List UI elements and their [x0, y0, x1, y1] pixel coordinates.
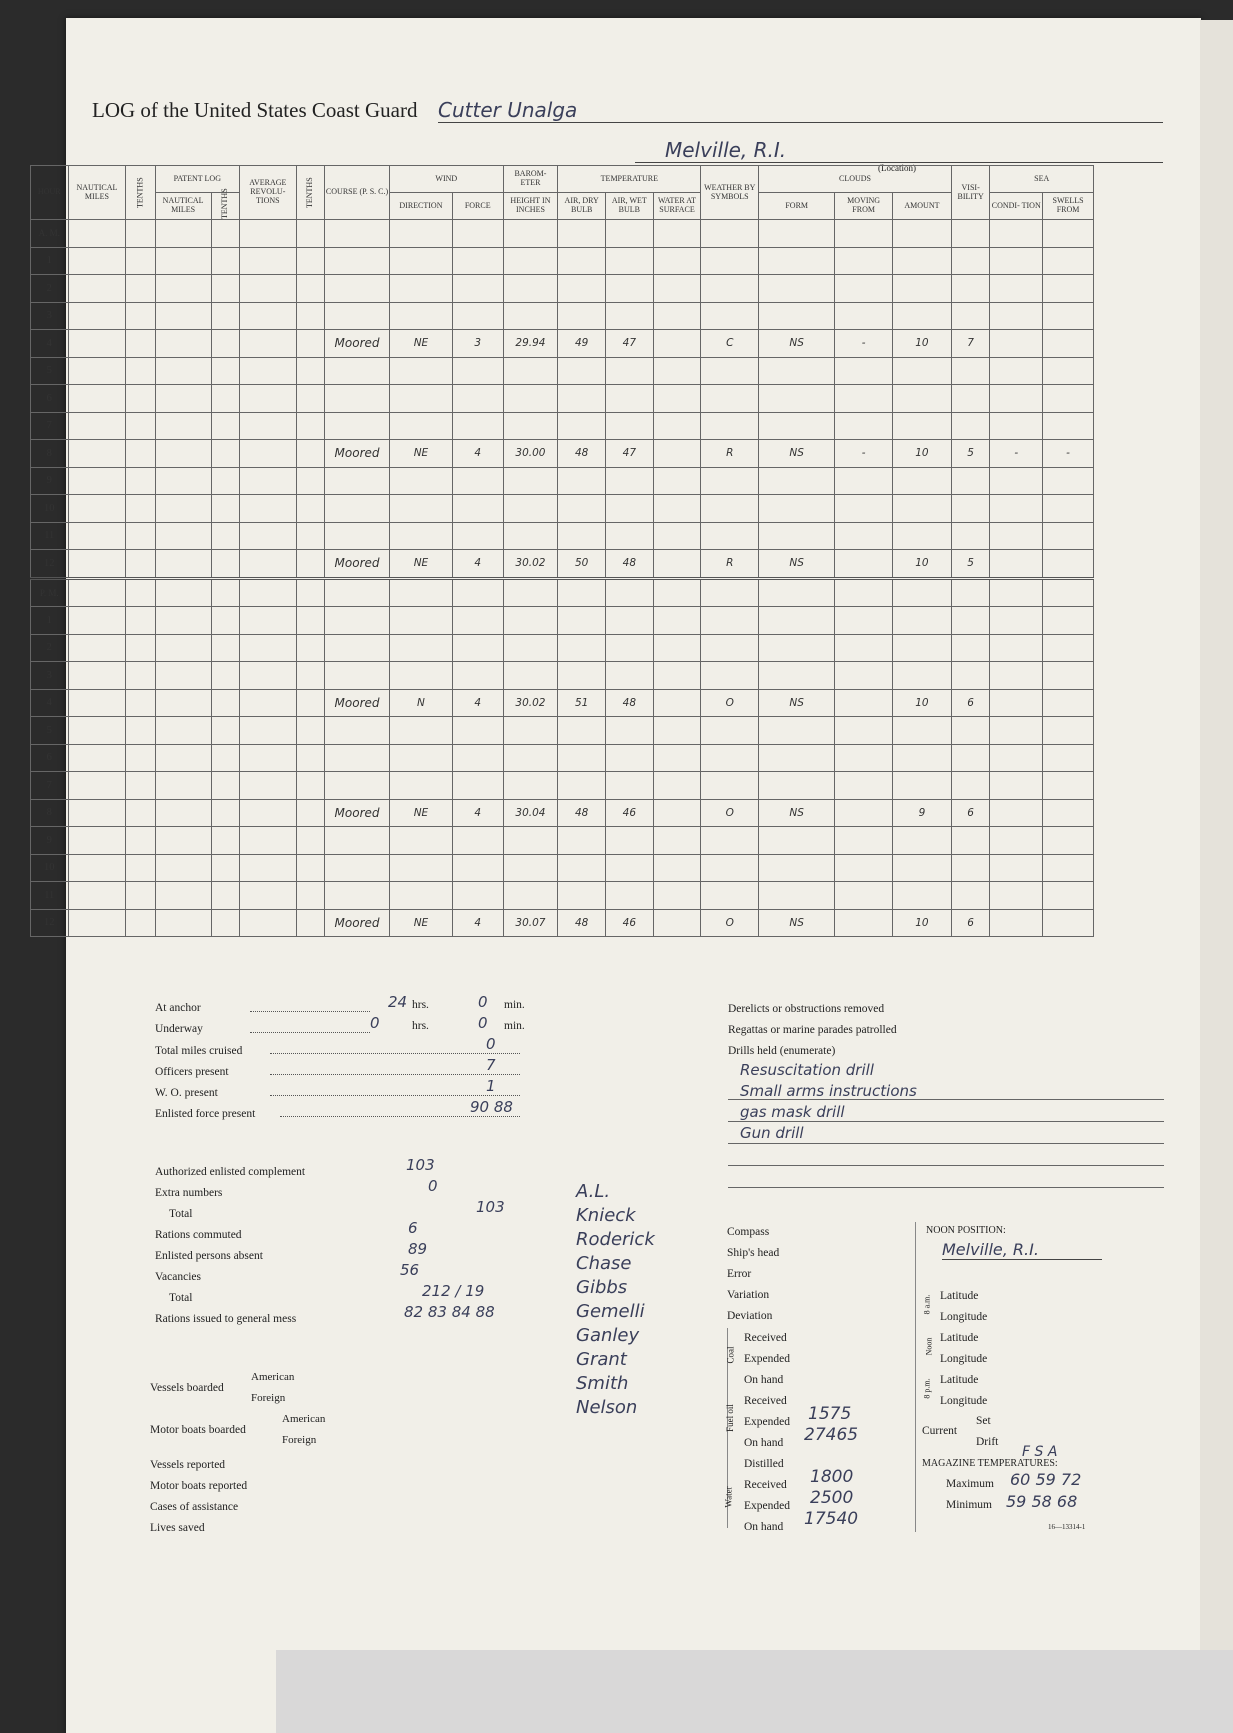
noon-latitude: Latitude: [940, 1332, 979, 1344]
drill-item: gas mask drill: [740, 1103, 845, 1121]
drill-lines: [728, 1078, 1164, 1188]
enlisted-label: Enlisted force present: [155, 1108, 256, 1121]
coal-expended: Expended: [744, 1353, 790, 1365]
motor-american: American: [282, 1413, 326, 1425]
crew-name: Chase: [576, 1253, 632, 1274]
col-wind-direction: DIRECTION: [390, 193, 453, 220]
entry-vis: 7: [951, 330, 990, 358]
vacancies-label: Vacancies: [155, 1271, 201, 1283]
pm-longitude: Longitude: [940, 1395, 988, 1407]
water-received-value: 1800: [810, 1467, 854, 1487]
hour-cell: 9: [31, 827, 69, 855]
entry-height: 30.02: [503, 550, 558, 579]
variation-label: Variation: [727, 1289, 770, 1301]
crew-name: Ganley: [576, 1325, 640, 1346]
entry-weather: O: [701, 689, 759, 717]
entry-dir: N: [390, 689, 453, 717]
group-patent-log: PATENT LOG: [155, 166, 239, 193]
crew-names-list: [576, 1180, 655, 1420]
water-received: Received: [744, 1479, 787, 1491]
log-row: [31, 909, 1094, 937]
entry-height: 30.04: [503, 799, 558, 827]
coal-received: Received: [744, 1332, 787, 1344]
log-row: [31, 412, 1094, 440]
entry-form: NS: [759, 909, 835, 937]
total2-label: Total: [169, 1292, 193, 1304]
entry-vis: 6: [951, 799, 990, 827]
magazine-columns: F S A: [1022, 1444, 1058, 1460]
log-row: [31, 357, 1094, 385]
crew-name: A.L.: [576, 1181, 611, 1202]
total-value: 103: [476, 1198, 505, 1216]
entry-dry: 50: [558, 550, 606, 579]
noon-label: Noon: [924, 1337, 934, 1356]
entry-wet: 47: [606, 330, 654, 358]
fuel-received: Received: [744, 1395, 787, 1407]
drill-item: Small arms instructions: [740, 1082, 917, 1100]
col-tenths: TENTHS: [126, 166, 155, 220]
entry-vis: 5: [951, 440, 990, 468]
compass-label: Compass: [727, 1226, 770, 1238]
entry-form: NS: [759, 799, 835, 827]
log-row: [31, 717, 1094, 745]
entry-moving: -: [835, 440, 893, 468]
entry-weather: R: [701, 440, 759, 468]
log-row: [31, 522, 1094, 550]
entry-swell: -: [1043, 440, 1094, 468]
entry-dir: NE: [390, 440, 453, 468]
log-row: [31, 330, 1094, 358]
compass-block: [727, 1222, 779, 1327]
total-miles-value: 0: [486, 1035, 496, 1053]
vessels-reported-label: Vessels reported: [150, 1459, 226, 1471]
am8-label: 8 a.m.: [922, 1294, 932, 1315]
regattas-label: Regattas or marine parades patrolled: [728, 1024, 897, 1036]
hour-cell: 3: [31, 662, 69, 690]
am-longitude: Longitude: [940, 1311, 988, 1323]
entry-course: Moored: [325, 330, 390, 358]
motor-foreign: Foreign: [282, 1434, 317, 1446]
underway-label: Underway: [155, 1023, 203, 1036]
group-barometer: BAROM- ETER: [503, 166, 558, 193]
total-miles-label: Total miles cruised: [155, 1044, 243, 1057]
entry-vis: 6: [951, 689, 990, 717]
log-row: [31, 302, 1094, 330]
log-row: [31, 247, 1094, 275]
entry-form: NS: [759, 550, 835, 579]
col-wind-force: FORCE: [452, 193, 503, 220]
hour-cell: 4: [31, 330, 69, 358]
hour-cell: 3: [31, 302, 69, 330]
derelicts-label: Derelicts or obstructions removed: [728, 1003, 885, 1015]
deviation-label: Deviation: [727, 1310, 773, 1322]
entry-amount: 9: [893, 799, 952, 827]
lives-label: Lives saved: [150, 1522, 205, 1534]
underway-min: 0: [478, 1014, 488, 1032]
fuel-on-hand-value: 27465: [804, 1425, 859, 1445]
crew-name: Grant: [576, 1349, 627, 1370]
col-nautical-miles: NAUTICAL MILES: [68, 166, 126, 220]
vessels-american: American: [251, 1371, 295, 1383]
noon-divider: [915, 1222, 916, 1532]
entry-force: 3: [452, 330, 503, 358]
commuted-label: Rations commuted: [155, 1229, 242, 1241]
water-distilled: Distilled: [744, 1458, 784, 1470]
absent-label: Enlisted persons absent: [155, 1250, 263, 1262]
log-row: [31, 467, 1094, 495]
summary-block-3: [150, 1455, 247, 1539]
col-pl-tenths: TENTHS: [211, 193, 239, 220]
absent-value: 89: [408, 1240, 428, 1258]
col-swells: SWELLS FROM: [1043, 193, 1094, 220]
entry-force: 4: [452, 799, 503, 827]
log-row: [31, 854, 1094, 882]
magazine-label: MAGAZINE TEMPERATURES:: [922, 1458, 1058, 1469]
entry-course: Moored: [325, 550, 390, 579]
entry-dir: NE: [390, 330, 453, 358]
col-condition: CONDI- TION: [990, 193, 1043, 220]
entry-amount: 10: [893, 909, 952, 937]
minimum-values: 59 58 68: [1006, 1492, 1078, 1511]
hrs-label-2: hrs.: [412, 1020, 429, 1032]
crew-name: Gibbs: [576, 1277, 628, 1298]
crew-name: Knieck: [576, 1205, 636, 1226]
hour-cell: 11: [31, 882, 69, 910]
pm-latitude: Latitude: [940, 1374, 979, 1386]
hourly-log-table: [30, 165, 1094, 937]
maximum-values: 60 59 72: [1010, 1470, 1082, 1489]
noon-position-label: NOON POSITION:: [926, 1225, 1006, 1236]
entry-force: 4: [452, 689, 503, 717]
hour-cell: 11: [31, 522, 69, 550]
ships-head-label: Ship's head: [727, 1247, 780, 1259]
location-value: Melville, R.I.: [635, 138, 1163, 163]
coal-on-hand: On hand: [744, 1374, 784, 1386]
col-moving: MOVING FROM: [835, 193, 893, 220]
entry-force: 4: [452, 550, 503, 579]
hour-cell: 7: [31, 412, 69, 440]
log-row: [31, 385, 1094, 413]
drill-item: Resuscitation drill: [740, 1061, 874, 1079]
coal-label: Coal: [725, 1346, 736, 1364]
water-expended-value: 2500: [810, 1488, 854, 1508]
entry-course: Moored: [325, 799, 390, 827]
fuel-on-hand: On hand: [744, 1437, 784, 1449]
entry-dry: 48: [558, 799, 606, 827]
entry-height: 29.94: [503, 330, 558, 358]
entry-dry: 48: [558, 909, 606, 937]
col-rev-tenths: TENTHS: [296, 166, 324, 220]
officers-value: 7: [486, 1056, 496, 1074]
hour-cell: 5: [31, 717, 69, 745]
entry-moving: -: [835, 330, 893, 358]
col-weather: WEATHER BY SYMBOLS: [701, 166, 759, 220]
hour-cell: 2: [31, 275, 69, 303]
at-anchor-min: 0: [478, 993, 488, 1011]
fuel-oil-label: Fuel oil: [724, 1404, 735, 1432]
log-row: [31, 744, 1094, 772]
entry-wet: 46: [606, 799, 654, 827]
entry-dry: 49: [558, 330, 606, 358]
log-row: [31, 440, 1094, 468]
minimum-label: Minimum: [946, 1499, 993, 1511]
drills-label: Drills held (enumerate): [728, 1045, 836, 1057]
log-row: [31, 275, 1094, 303]
col-pl-nautical: NAUTICAL MILES: [155, 193, 211, 220]
hour-cell: 8: [31, 799, 69, 827]
col-hour: HOUR: [31, 166, 69, 220]
entry-force: 4: [452, 909, 503, 937]
entry-wet: 48: [606, 550, 654, 579]
group-clouds: CLOUDS: [759, 166, 952, 193]
entry-vis: 6: [951, 909, 990, 937]
entry-height: 30.07: [503, 909, 558, 937]
am-latitude: Latitude: [940, 1290, 979, 1302]
current-label: Current: [922, 1425, 958, 1437]
crew-name: Gemelli: [576, 1301, 645, 1322]
fuel-expended-value: 1575: [808, 1404, 852, 1424]
log-row: [31, 689, 1094, 717]
entry-amount: 10: [893, 689, 952, 717]
motor-reported-label: Motor boats reported: [150, 1480, 248, 1492]
col-water: WATER AT SURFACE: [653, 193, 701, 220]
entry-weather: R: [701, 550, 759, 579]
log-row: [31, 799, 1094, 827]
crew-name: Nelson: [576, 1397, 638, 1418]
entry-dry: 48: [558, 440, 606, 468]
at-anchor-hrs: 24: [388, 993, 408, 1011]
at-anchor-label: At anchor: [155, 1002, 201, 1014]
extra-value: 0: [428, 1177, 438, 1195]
location-caption: (Location): [878, 163, 916, 173]
entry-dry: 51: [558, 689, 606, 717]
noon-longitude: Longitude: [940, 1353, 988, 1365]
col-average-revolutions: AVERAGE REVOLU- TIONS: [239, 166, 296, 220]
entry-form: NS: [759, 330, 835, 358]
col-air-dry: AIR, DRY BULB: [558, 193, 606, 220]
total2-value: 212 / 19: [422, 1282, 485, 1300]
extra-label: Extra numbers: [155, 1187, 223, 1199]
entry-wet: 47: [606, 440, 654, 468]
commuted-value: 6: [408, 1219, 418, 1237]
hour-cell: 6: [31, 385, 69, 413]
hour-cell: 8: [31, 440, 69, 468]
vessels-boarded-label: Vessels boarded: [150, 1382, 224, 1394]
min-label-2: min.: [504, 1020, 525, 1032]
entry-amount: 10: [893, 330, 952, 358]
col-course: COURSE (P. S. C.): [325, 166, 390, 220]
total-label: Total: [169, 1208, 193, 1220]
officers-label: Officers present: [155, 1065, 229, 1078]
entry-cond: -: [990, 440, 1043, 468]
hour-cell: 10: [31, 495, 69, 523]
position-labels: [940, 1286, 987, 1412]
log-row: [31, 578, 1094, 607]
entry-vis: 5: [951, 550, 990, 579]
hour-cell: 10: [31, 854, 69, 882]
summary-block-2: [155, 1162, 305, 1330]
form-number: 16—13314-1: [1048, 1523, 1086, 1531]
supply-labels: [744, 1328, 790, 1538]
cases-label: Cases of assistance: [150, 1501, 239, 1513]
pm8-label: 8 p.m.: [922, 1378, 932, 1399]
col-visibility: VISI- BILITY: [951, 166, 990, 220]
hour-cell: A. M.: [31, 220, 69, 248]
underway-hrs: 0: [370, 1014, 380, 1032]
entry-wet: 46: [606, 909, 654, 937]
maximum-label: Maximum: [946, 1478, 994, 1490]
water-on-hand: On hand: [744, 1521, 784, 1533]
log-row: [31, 495, 1094, 523]
water-label: Water: [723, 1486, 734, 1508]
entry-amount: 10: [893, 440, 952, 468]
group-sea: SEA: [990, 166, 1094, 193]
entry-form: NS: [759, 689, 835, 717]
crew-name: Roderick: [576, 1229, 655, 1250]
entry-height: 30.00: [503, 440, 558, 468]
log-row: [31, 882, 1094, 910]
entry-height: 30.02: [503, 689, 558, 717]
backing-card: [276, 1650, 1233, 1733]
fuel-expended: Expended: [744, 1416, 790, 1428]
hour-cell: 1: [31, 607, 69, 635]
entry-weather: C: [701, 330, 759, 358]
wo-value: 1: [486, 1077, 496, 1095]
hour-cell: 2: [31, 634, 69, 662]
log-row: [31, 772, 1094, 800]
adjacent-page-edge: [1200, 20, 1233, 1733]
entry-dir: NE: [390, 550, 453, 579]
entry-dir: NE: [390, 909, 453, 937]
issued-label: Rations issued to general mess: [155, 1313, 297, 1325]
col-form: FORM: [759, 193, 835, 220]
entry-amount: 10: [893, 550, 952, 579]
col-amount: AMOUNT: [893, 193, 952, 220]
hour-cell: 6: [31, 744, 69, 772]
motor-boarded-label: Motor boats boarded: [150, 1424, 246, 1436]
log-row: [31, 607, 1094, 635]
entry-course: Moored: [325, 689, 390, 717]
min-label-1: min.: [504, 999, 525, 1011]
water-expended: Expended: [744, 1500, 790, 1512]
hour-cell: 12: [31, 909, 69, 937]
hour-cell: 7: [31, 772, 69, 800]
entry-form: NS: [759, 440, 835, 468]
entry-dir: NE: [390, 799, 453, 827]
error-label: Error: [727, 1268, 752, 1280]
entry-wet: 48: [606, 689, 654, 717]
hour-cell: 5: [31, 357, 69, 385]
log-row: [31, 662, 1094, 690]
col-air-wet: AIR, WET BULB: [606, 193, 654, 220]
drill-item: Gun drill: [740, 1124, 804, 1142]
hour-cell: 4: [31, 689, 69, 717]
set-label: Set: [976, 1415, 991, 1427]
water-on-hand-value: 17540: [804, 1509, 859, 1529]
entry-weather: O: [701, 799, 759, 827]
hrs-label-1: hrs.: [412, 999, 429, 1011]
wo-label: W. O. present: [155, 1087, 218, 1100]
hour-cell: 1: [31, 247, 69, 275]
hour-cell: 12: [31, 550, 69, 579]
authorized-value: 103: [406, 1156, 435, 1174]
group-wind: WIND: [390, 166, 504, 193]
noon-position-value: Melville, R.I.: [942, 1240, 1102, 1260]
entry-course: Moored: [325, 440, 390, 468]
hour-cell: 9: [31, 467, 69, 495]
log-row: [31, 220, 1094, 248]
summary-block-1: [155, 998, 255, 1126]
issued-value: 82 83 84 88: [404, 1303, 495, 1321]
authorized-label: Authorized enlisted complement: [155, 1166, 306, 1178]
enlisted-value: 90 88: [470, 1098, 513, 1116]
group-temperature: TEMPERATURE: [558, 166, 701, 193]
log-row: [31, 827, 1094, 855]
hour-cell: P. M.: [31, 578, 69, 607]
vessels-foreign: Foreign: [251, 1392, 286, 1404]
entry-force: 4: [452, 440, 503, 468]
crew-name: Smith: [576, 1373, 629, 1394]
entry-course: Moored: [325, 909, 390, 937]
log-title: LOG of the United States Coast Guard: [92, 98, 418, 122]
log-row: [31, 550, 1094, 579]
vacancies-value: 56: [400, 1261, 420, 1279]
log-row: [31, 634, 1094, 662]
vessel-name: Cutter Unalga: [438, 98, 1163, 123]
drift-label: Drift: [976, 1436, 999, 1448]
entry-weather: O: [701, 909, 759, 937]
col-height: HEIGHT IN INCHES: [503, 193, 558, 220]
